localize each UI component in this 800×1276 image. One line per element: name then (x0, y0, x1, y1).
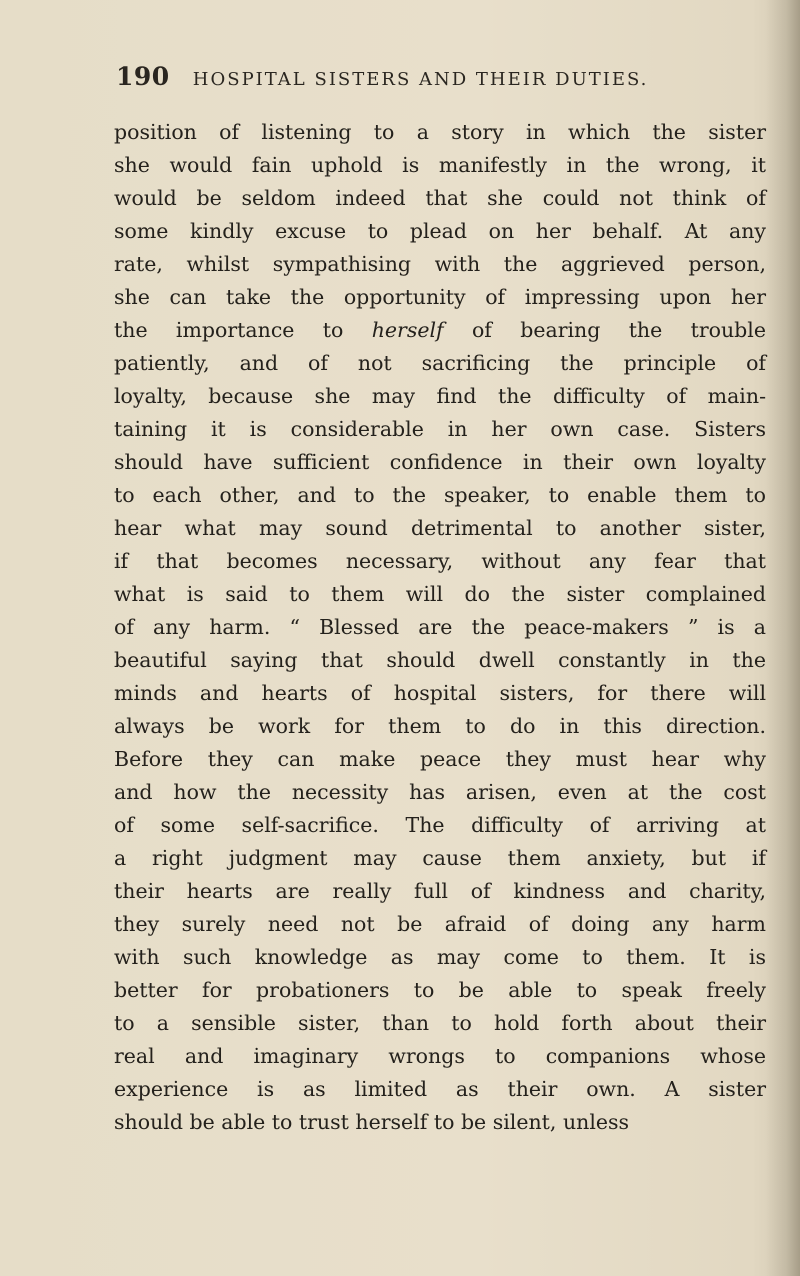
text-line: experience is as limited as their own. A sister (114, 1077, 766, 1101)
text-line: should be able to trust herself to be silent, unless (114, 1110, 630, 1134)
text-line: they surely need not be afraid of doing any harm (114, 912, 766, 936)
text-line: and how the necessity has arisen, even at the cost (114, 780, 766, 804)
text-line: Before they can make peace they must hear why (114, 747, 766, 771)
text-line: real and imaginary wrongs to companions whose (114, 1044, 766, 1068)
text-line: hear what may sound detrimental to another sister, (114, 516, 766, 540)
text-line: minds and hearts of hospital sisters, for there will (114, 681, 766, 705)
running-head: HOSPITAL SISTERS AND THEIR DUTIES. (192, 69, 649, 90)
italic-emphasis: herself (371, 318, 444, 342)
text-line: some kindly excuse to plead on her behalf. At any (114, 219, 766, 243)
text-line: would be seldom indeed that she could not think of (114, 186, 766, 210)
text-line: beautiful saying that should dwell constantly in the (114, 648, 766, 672)
text-line: rate, whilst sympathising with the aggrieved person, (114, 252, 766, 276)
text-line: of any harm. “ Blessed are the peace-makers ” is a (114, 615, 766, 639)
text-line: to each other, and to the speaker, to enable them to (114, 483, 766, 507)
text-line: taining it is considerable in her own case. Sisters (114, 417, 766, 441)
text-line: better for probationers to be able to speak freely (114, 978, 766, 1002)
text-line: with such knowledge as may come to them. It is (114, 945, 766, 969)
text-line: if that becomes necessary, without any fear that (114, 549, 766, 573)
text-line: always be work for them to do in this direction. (114, 714, 766, 738)
text-run: of bearing the trouble (443, 318, 766, 342)
text-line: loyalty, because she may find the difficulty of main- (114, 384, 766, 408)
text-line (114, 314, 766, 347)
text-line: to a sensible sister, than to hold forth about their (114, 1011, 766, 1035)
text-line: patiently, and of not sacrificing the principle of (114, 351, 766, 375)
text-line: should have sufficient confidence in their own loyalty (114, 450, 766, 474)
page-header (116, 62, 756, 91)
text-line: of some self-sacrifice. The difficulty of arriving at (114, 813, 766, 837)
text-line: position of listening to a story in which the sister (114, 120, 766, 144)
page-edge-shadow (766, 0, 800, 1276)
text-line: a right judgment may cause them anxiety, but if (114, 846, 766, 870)
page-number: 190 (116, 62, 170, 91)
text-line: what is said to them will do the sister complained (114, 582, 766, 606)
text-line: she can take the opportunity of impressing upon her (114, 285, 766, 309)
text-run: the importance to (114, 318, 372, 342)
text-line: their hearts are really full of kindness and charity, (114, 879, 766, 903)
text-line: she would fain uphold is manifestly in the wrong, it (114, 153, 766, 177)
body-text (114, 116, 766, 1139)
